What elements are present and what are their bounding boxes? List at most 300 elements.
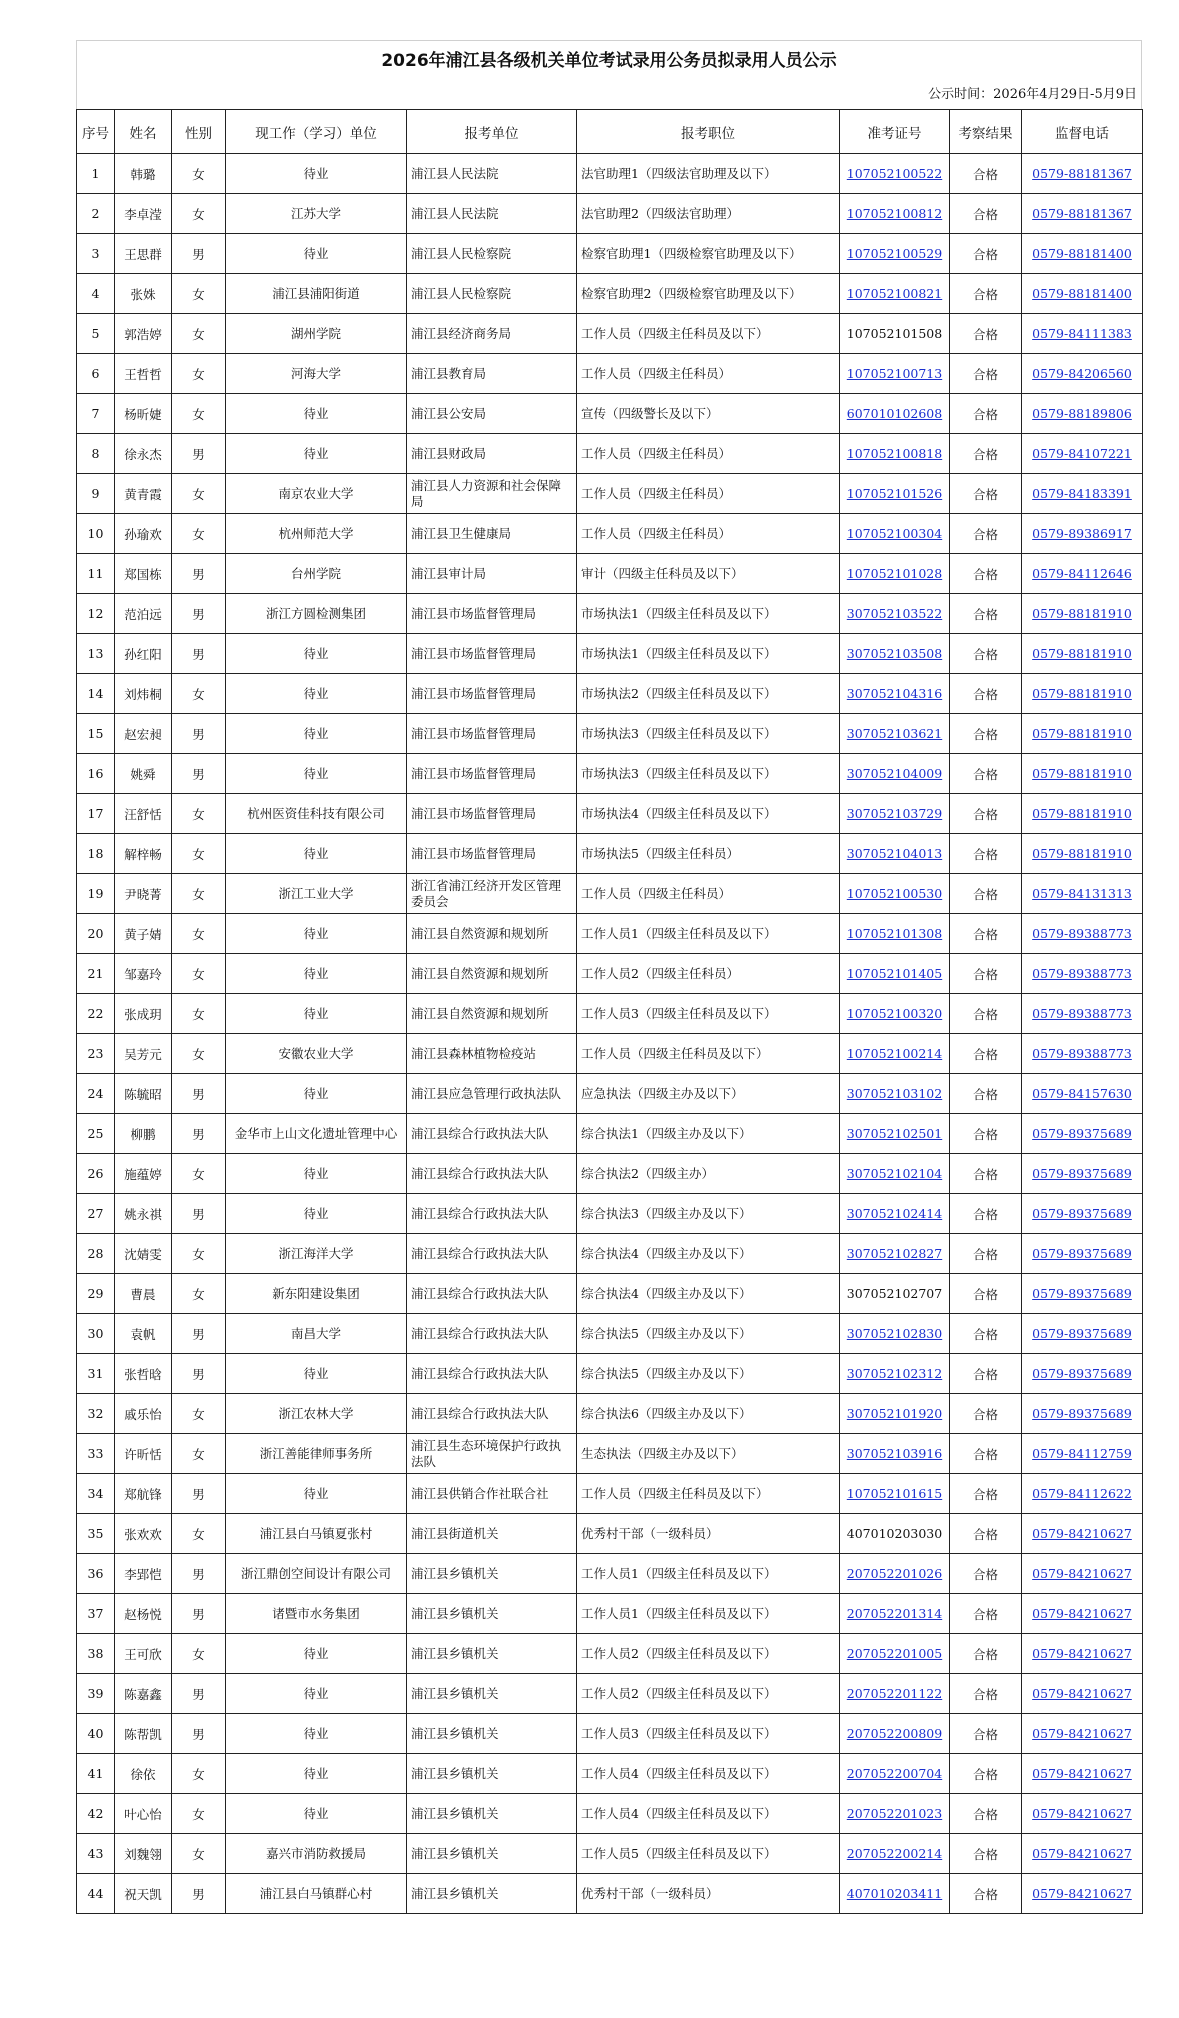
exam-id-link[interactable]: 107052100304	[846, 526, 943, 541]
phone-link[interactable]: 0579-89388773	[1032, 1006, 1132, 1021]
cell-position: 市场执法5（四级主任科员）	[577, 834, 840, 874]
table-row	[77, 1554, 1143, 1594]
exam-id-link[interactable]: 107052100812	[846, 206, 943, 221]
phone-link[interactable]: 0579-84107221	[1032, 446, 1132, 461]
table-row	[77, 514, 1143, 554]
cell-position: 综合执法5（四级主办及以下）	[577, 1354, 840, 1394]
cell-position: 工作人员2（四级主任科员及以下）	[577, 1674, 840, 1714]
cell-exam-id	[840, 1714, 950, 1754]
cell-phone	[1022, 914, 1143, 954]
cell-position: 工作人员（四级主任科员及以下）	[577, 314, 840, 354]
cell-name: 韩璐	[115, 154, 172, 194]
cell-phone	[1022, 554, 1143, 594]
phone-link[interactable]: 0579-88181910	[1032, 686, 1132, 701]
cell-no: 40	[77, 1714, 115, 1754]
phone-link[interactable]: 0579-88181910	[1032, 606, 1132, 621]
cell-result: 合格	[950, 1114, 1022, 1154]
cell-no: 4	[77, 274, 115, 314]
exam-id-link[interactable]: 307052104316	[846, 686, 943, 701]
cell-unit: 浦江县森林植物检疫站	[407, 1034, 577, 1074]
cell-no: 28	[77, 1234, 115, 1274]
phone-link[interactable]: 0579-88181910	[1032, 646, 1132, 661]
cell-phone	[1022, 994, 1143, 1034]
exam-id-link[interactable]: 207052200704	[846, 1766, 943, 1781]
cell-phone	[1022, 1234, 1143, 1274]
cell-exam-id	[840, 1194, 950, 1234]
cell-gender: 男	[172, 1674, 226, 1714]
exam-id-link[interactable]: 307052104009	[846, 766, 943, 781]
cell-name: 李郢恺	[115, 1554, 172, 1594]
cell-name: 张欢欢	[115, 1514, 172, 1554]
cell-gender: 男	[172, 554, 226, 594]
cell-work: 江苏大学	[226, 194, 407, 234]
cell-no: 31	[77, 1354, 115, 1394]
phone-link[interactable]: 0579-89388773	[1032, 926, 1132, 941]
cell-no: 10	[77, 514, 115, 554]
cell-no: 20	[77, 914, 115, 954]
col-header-phone: 监督电话	[1022, 110, 1143, 154]
cell-name: 祝天凯	[115, 1874, 172, 1914]
cell-work: 杭州师范大学	[226, 514, 407, 554]
phone-link[interactable]: 0579-89375689	[1032, 1326, 1132, 1341]
cell-exam-id	[840, 434, 950, 474]
cell-phone	[1022, 1714, 1143, 1754]
cell-no: 37	[77, 1594, 115, 1634]
cell-name: 戚乐怡	[115, 1394, 172, 1434]
cell-name: 赵宏昶	[115, 714, 172, 754]
phone-link[interactable]: 0579-84210627	[1032, 1566, 1132, 1581]
col-header-unit: 报考单位	[407, 110, 577, 154]
cell-result: 合格	[950, 154, 1022, 194]
exam-id-link[interactable]: 107052100818	[846, 446, 943, 461]
cell-position: 市场执法1（四级主任科员及以下）	[577, 634, 840, 674]
cell-phone	[1022, 1114, 1143, 1154]
table-row	[77, 1234, 1143, 1274]
cell-position: 检察官助理1（四级检察官助理及以下）	[577, 234, 840, 274]
cell-result: 合格	[950, 1754, 1022, 1794]
cell-no: 23	[77, 1034, 115, 1074]
col-header-name: 姓名	[115, 110, 172, 154]
cell-unit: 浦江县人民检察院	[407, 234, 577, 274]
exam-id-link[interactable]: 307052103729	[846, 806, 943, 821]
exam-id-link[interactable]: 307052103916	[846, 1446, 943, 1461]
cell-name: 赵杨悦	[115, 1594, 172, 1634]
phone-link[interactable]: 0579-84157630	[1032, 1086, 1132, 1101]
phone-link[interactable]: 0579-89375689	[1032, 1206, 1132, 1221]
phone-link[interactable]: 0579-84210627	[1032, 1646, 1132, 1661]
cell-unit: 浦江县生态环境保护行政执法队	[407, 1434, 577, 1474]
cell-no: 41	[77, 1754, 115, 1794]
cell-result: 合格	[950, 794, 1022, 834]
exam-id-link[interactable]: 207052201023	[846, 1806, 943, 1821]
cell-work: 待业	[226, 154, 407, 194]
cell-result: 合格	[950, 1154, 1022, 1194]
cell-phone	[1022, 434, 1143, 474]
cell-exam-id	[840, 1514, 950, 1554]
cell-result: 合格	[950, 1074, 1022, 1114]
cell-unit: 浦江县经济商务局	[407, 314, 577, 354]
exam-id-link[interactable]: 107052100821	[846, 286, 943, 301]
cell-work: 诸暨市水务集团	[226, 1594, 407, 1634]
cell-gender: 女	[172, 354, 226, 394]
cell-exam-id	[840, 714, 950, 754]
cell-phone	[1022, 754, 1143, 794]
exam-id-link[interactable]: 307052101920	[846, 1406, 943, 1421]
cell-result: 合格	[950, 1274, 1022, 1314]
cell-unit: 浦江县市场监督管理局	[407, 834, 577, 874]
phone-link[interactable]: 0579-88181910	[1032, 846, 1132, 861]
cell-position: 综合执法6（四级主办及以下）	[577, 1394, 840, 1434]
cell-gender: 女	[172, 1754, 226, 1794]
cell-no: 3	[77, 234, 115, 274]
phone-link[interactable]: 0579-89375689	[1032, 1366, 1132, 1381]
table-row	[77, 594, 1143, 634]
cell-name: 郭浩婷	[115, 314, 172, 354]
cell-work: 新东阳建设集团	[226, 1274, 407, 1314]
phone-link[interactable]: 0579-84210627	[1032, 1886, 1132, 1901]
cell-name: 徐永杰	[115, 434, 172, 474]
cell-name: 黄青霞	[115, 474, 172, 514]
cell-result: 合格	[950, 1514, 1022, 1554]
cell-exam-id	[840, 1034, 950, 1074]
cell-no: 12	[77, 594, 115, 634]
cell-phone	[1022, 954, 1143, 994]
cell-work: 待业	[226, 1074, 407, 1114]
cell-result: 合格	[950, 1234, 1022, 1274]
table-row	[77, 154, 1143, 194]
phone-link[interactable]: 0579-89375689	[1032, 1246, 1132, 1261]
cell-no: 11	[77, 554, 115, 594]
cell-unit: 浦江县综合行政执法大队	[407, 1234, 577, 1274]
exam-id-link[interactable]: 207052201122	[846, 1686, 943, 1701]
table-row	[77, 1154, 1143, 1194]
cell-work: 河海大学	[226, 354, 407, 394]
exam-id-link[interactable]: 207052201005	[846, 1646, 943, 1661]
table-row	[77, 834, 1143, 874]
phone-link[interactable]: 0579-84210627	[1032, 1806, 1132, 1821]
cell-result: 合格	[950, 474, 1022, 514]
cell-exam-id	[840, 1754, 950, 1794]
cell-no: 27	[77, 1194, 115, 1234]
cell-result: 合格	[950, 1714, 1022, 1754]
cell-gender: 女	[172, 154, 226, 194]
cell-exam-id	[840, 794, 950, 834]
exam-id-link[interactable]: 107052100529	[846, 246, 943, 261]
cell-gender: 男	[172, 1314, 226, 1354]
cell-position: 工作人员（四级主任科员及以下）	[577, 1034, 840, 1074]
phone-link[interactable]: 0579-84210627	[1032, 1846, 1132, 1861]
cell-position: 工作人员4（四级主任科员及以下）	[577, 1794, 840, 1834]
table-row	[77, 1754, 1143, 1794]
cell-name: 解梓畅	[115, 834, 172, 874]
phone-link[interactable]: 0579-88181367	[1032, 206, 1132, 221]
cell-position: 优秀村干部（一级科员）	[577, 1514, 840, 1554]
cell-gender: 女	[172, 994, 226, 1034]
cell-exam-id	[840, 874, 950, 914]
cell-unit: 浦江县卫生健康局	[407, 514, 577, 554]
exam-id-link[interactable]: 207052201314	[846, 1606, 943, 1621]
exam-id-link[interactable]: 607010102608	[846, 406, 943, 421]
cell-result: 合格	[950, 1674, 1022, 1714]
phone-link[interactable]: 0579-84112646	[1032, 566, 1132, 581]
cell-no: 30	[77, 1314, 115, 1354]
exam-id-link[interactable]: 307052102414	[846, 1206, 943, 1221]
cell-position: 审计（四级主任科员及以下）	[577, 554, 840, 594]
phone-link[interactable]: 0579-84210627	[1032, 1726, 1132, 1741]
cell-phone	[1022, 594, 1143, 634]
cell-position: 综合执法4（四级主办及以下）	[577, 1274, 840, 1314]
cell-exam-id	[840, 1274, 950, 1314]
cell-phone	[1022, 1194, 1143, 1234]
exam-id-link[interactable]: 107052101615	[846, 1486, 943, 1501]
exam-id-link[interactable]: 107052101028	[846, 566, 943, 581]
cell-gender: 男	[172, 1194, 226, 1234]
cell-name: 陈嘉鑫	[115, 1674, 172, 1714]
cell-unit: 浦江县人民法院	[407, 154, 577, 194]
cell-no: 13	[77, 634, 115, 674]
cell-result: 合格	[950, 954, 1022, 994]
cell-phone	[1022, 1394, 1143, 1434]
exam-id-link[interactable]: 407010203411	[846, 1886, 943, 1901]
cell-name: 尹晓菁	[115, 874, 172, 914]
cell-result: 合格	[950, 634, 1022, 674]
exam-id-link[interactable]: 107052100320	[846, 1006, 943, 1021]
cell-position: 工作人员（四级主任科员）	[577, 354, 840, 394]
cell-exam-id	[840, 1354, 950, 1394]
cell-result: 合格	[950, 354, 1022, 394]
cell-position: 工作人员1（四级主任科员及以下）	[577, 1554, 840, 1594]
cell-name: 黄子婧	[115, 914, 172, 954]
exam-id-link[interactable]: 207052200214	[846, 1846, 943, 1861]
cell-result: 合格	[950, 1434, 1022, 1474]
exam-id-link[interactable]: 307052102501	[846, 1126, 943, 1141]
phone-link[interactable]: 0579-89388773	[1032, 966, 1132, 981]
cell-no: 29	[77, 1274, 115, 1314]
cell-phone	[1022, 1794, 1143, 1834]
phone-link[interactable]: 0579-84112622	[1032, 1486, 1132, 1501]
cell-unit: 浦江县乡镇机关	[407, 1594, 577, 1634]
phone-link[interactable]: 0579-88181910	[1032, 726, 1132, 741]
cell-unit: 浦江县乡镇机关	[407, 1634, 577, 1674]
cell-work: 待业	[226, 954, 407, 994]
exam-id-link[interactable]: 107052100522	[846, 166, 943, 181]
cell-position: 综合执法4（四级主办及以下）	[577, 1234, 840, 1274]
cell-work: 浦江县白马镇群心村	[226, 1874, 407, 1914]
cell-exam-id	[840, 354, 950, 394]
exam-id-link[interactable]: 307052102104	[846, 1166, 943, 1181]
exam-id-link[interactable]: 107052101526	[846, 486, 943, 501]
cell-no: 22	[77, 994, 115, 1034]
cell-gender: 男	[172, 634, 226, 674]
cell-result: 合格	[950, 1794, 1022, 1834]
exam-id-link: 107052101508	[846, 326, 943, 341]
table-row	[77, 1794, 1143, 1834]
cell-gender: 女	[172, 514, 226, 554]
cell-work: 浙江鼎创空间设计有限公司	[226, 1554, 407, 1594]
cell-no: 35	[77, 1514, 115, 1554]
phone-link[interactable]: 0579-84210627	[1032, 1766, 1132, 1781]
cell-position: 优秀村干部（一级科员）	[577, 1874, 840, 1914]
cell-no: 36	[77, 1554, 115, 1594]
cell-exam-id	[840, 954, 950, 994]
exam-id-link[interactable]: 107052100530	[846, 886, 943, 901]
exam-id-link: 307052102707	[846, 1286, 943, 1301]
exam-id-link[interactable]: 307052102830	[846, 1326, 943, 1341]
cell-exam-id	[840, 474, 950, 514]
table-row	[77, 874, 1143, 914]
exam-id-link[interactable]: 307052102312	[846, 1366, 943, 1381]
cell-phone	[1022, 1154, 1143, 1194]
cell-unit: 浦江县市场监督管理局	[407, 594, 577, 634]
cell-gender: 女	[172, 1154, 226, 1194]
exam-id-link[interactable]: 307052103508	[846, 646, 943, 661]
phone-link[interactable]: 0579-88189806	[1032, 406, 1132, 421]
cell-work: 安徽农业大学	[226, 1034, 407, 1074]
exam-id-link[interactable]: 107052100214	[846, 1046, 943, 1061]
col-header-work: 现工作（学习）单位	[226, 110, 407, 154]
cell-work: 待业	[226, 634, 407, 674]
phone-link[interactable]: 0579-88181910	[1032, 766, 1132, 781]
phone-link[interactable]: 0579-84112759	[1032, 1446, 1132, 1461]
table-row	[77, 1674, 1143, 1714]
phone-link[interactable]: 0579-84183391	[1032, 486, 1132, 501]
exam-id-link[interactable]: 207052200809	[846, 1726, 943, 1741]
cell-position: 综合执法1（四级主办及以下）	[577, 1114, 840, 1154]
exam-id-link[interactable]: 107052100713	[846, 366, 943, 381]
cell-gender: 男	[172, 1474, 226, 1514]
phone-link[interactable]: 0579-84131313	[1032, 886, 1132, 901]
cell-exam-id	[840, 154, 950, 194]
cell-phone	[1022, 1674, 1143, 1714]
cell-name: 曹晨	[115, 1274, 172, 1314]
cell-exam-id	[840, 1674, 950, 1714]
exam-id-link[interactable]: 107052101405	[846, 966, 943, 981]
cell-gender: 男	[172, 594, 226, 634]
cell-phone	[1022, 1634, 1143, 1674]
table-row	[77, 714, 1143, 754]
col-header-position: 报考职位	[577, 110, 840, 154]
cell-position: 综合执法2（四级主办）	[577, 1154, 840, 1194]
phone-link[interactable]: 0579-84210627	[1032, 1606, 1132, 1621]
table-row	[77, 1194, 1143, 1234]
cell-work: 待业	[226, 1354, 407, 1394]
cell-exam-id	[840, 314, 950, 354]
cell-result: 合格	[950, 554, 1022, 594]
phone-link[interactable]: 0579-84206560	[1032, 366, 1132, 381]
cell-exam-id	[840, 1834, 950, 1874]
cell-work: 待业	[226, 434, 407, 474]
table-row	[77, 994, 1143, 1034]
phone-link[interactable]: 0579-88181400	[1032, 246, 1132, 261]
phone-link[interactable]: 0579-84210627	[1032, 1526, 1132, 1541]
phone-link[interactable]: 0579-88181367	[1032, 166, 1132, 181]
cell-work: 金华市上山文化遗址管理中心	[226, 1114, 407, 1154]
cell-unit: 浦江县乡镇机关	[407, 1674, 577, 1714]
exam-id-link[interactable]: 207052201026	[846, 1566, 943, 1581]
cell-no: 32	[77, 1394, 115, 1434]
cell-name: 张姝	[115, 274, 172, 314]
cell-work: 浙江农林大学	[226, 1394, 407, 1434]
cell-no: 19	[77, 874, 115, 914]
cell-phone	[1022, 1034, 1143, 1074]
cell-gender: 女	[172, 1234, 226, 1274]
exam-id-link[interactable]: 307052103102	[846, 1086, 943, 1101]
cell-work: 待业	[226, 1154, 407, 1194]
cell-exam-id	[840, 994, 950, 1034]
cell-exam-id	[840, 1594, 950, 1634]
cell-result: 合格	[950, 1634, 1022, 1674]
phone-link[interactable]: 0579-84111383	[1032, 326, 1132, 341]
cell-work: 浙江工业大学	[226, 874, 407, 914]
cell-exam-id	[840, 1634, 950, 1674]
table-row	[77, 1874, 1143, 1914]
phone-link[interactable]: 0579-89375689	[1032, 1126, 1132, 1141]
cell-exam-id	[840, 1314, 950, 1354]
phone-link[interactable]: 0579-88181910	[1032, 806, 1132, 821]
phone-link[interactable]: 0579-88181400	[1032, 286, 1132, 301]
cell-phone	[1022, 1554, 1143, 1594]
table-row	[77, 1274, 1143, 1314]
table-row	[77, 354, 1143, 394]
exam-id-link[interactable]: 307052104013	[846, 846, 943, 861]
cell-unit: 浦江县综合行政执法大队	[407, 1354, 577, 1394]
exam-id-link[interactable]: 307052103621	[846, 726, 943, 741]
cell-unit: 浦江县乡镇机关	[407, 1874, 577, 1914]
table-row	[77, 474, 1143, 514]
phone-link[interactable]: 0579-89375689	[1032, 1166, 1132, 1181]
cell-result: 合格	[950, 1554, 1022, 1594]
cell-name: 陈毓昭	[115, 1074, 172, 1114]
phone-link[interactable]: 0579-89388773	[1032, 1046, 1132, 1061]
cell-gender: 女	[172, 1274, 226, 1314]
exam-id-link[interactable]: 307052102827	[846, 1246, 943, 1261]
cell-unit: 浦江县街道机关	[407, 1514, 577, 1554]
cell-position: 工作人员（四级主任科员）	[577, 874, 840, 914]
page-title: 2026年浦江县各级机关单位考试录用公务员拟录用人员公示	[76, 40, 1142, 81]
cell-gender: 男	[172, 234, 226, 274]
phone-link[interactable]: 0579-89375689	[1032, 1286, 1132, 1301]
exam-id-link[interactable]: 307052103522	[846, 606, 943, 621]
cell-exam-id	[840, 1554, 950, 1594]
cell-position: 应急执法（四级主办及以下）	[577, 1074, 840, 1114]
cell-name: 姚舜	[115, 754, 172, 794]
cell-work: 浙江海洋大学	[226, 1234, 407, 1274]
cell-phone	[1022, 154, 1143, 194]
cell-phone	[1022, 274, 1143, 314]
cell-gender: 女	[172, 954, 226, 994]
cell-no: 24	[77, 1074, 115, 1114]
phone-link[interactable]: 0579-89386917	[1032, 526, 1132, 541]
phone-link[interactable]: 0579-89375689	[1032, 1406, 1132, 1421]
table-row	[77, 914, 1143, 954]
cell-name: 徐依	[115, 1754, 172, 1794]
cell-position: 检察官助理2（四级检察官助理及以下）	[577, 274, 840, 314]
cell-exam-id	[840, 1874, 950, 1914]
cell-name: 孙瑜欢	[115, 514, 172, 554]
cell-gender: 女	[172, 874, 226, 914]
phone-link[interactable]: 0579-84210627	[1032, 1686, 1132, 1701]
cell-exam-id	[840, 594, 950, 634]
cell-position: 工作人员1（四级主任科员及以下）	[577, 1594, 840, 1634]
cell-unit: 浦江县综合行政执法大队	[407, 1314, 577, 1354]
cell-work: 待业	[226, 1474, 407, 1514]
cell-exam-id	[840, 1074, 950, 1114]
cell-gender: 女	[172, 674, 226, 714]
cell-unit: 浦江县供销合作社联合社	[407, 1474, 577, 1514]
exam-id-link[interactable]: 107052101308	[846, 926, 943, 941]
cell-work: 嘉兴市消防救援局	[226, 1834, 407, 1874]
cell-gender: 女	[172, 914, 226, 954]
